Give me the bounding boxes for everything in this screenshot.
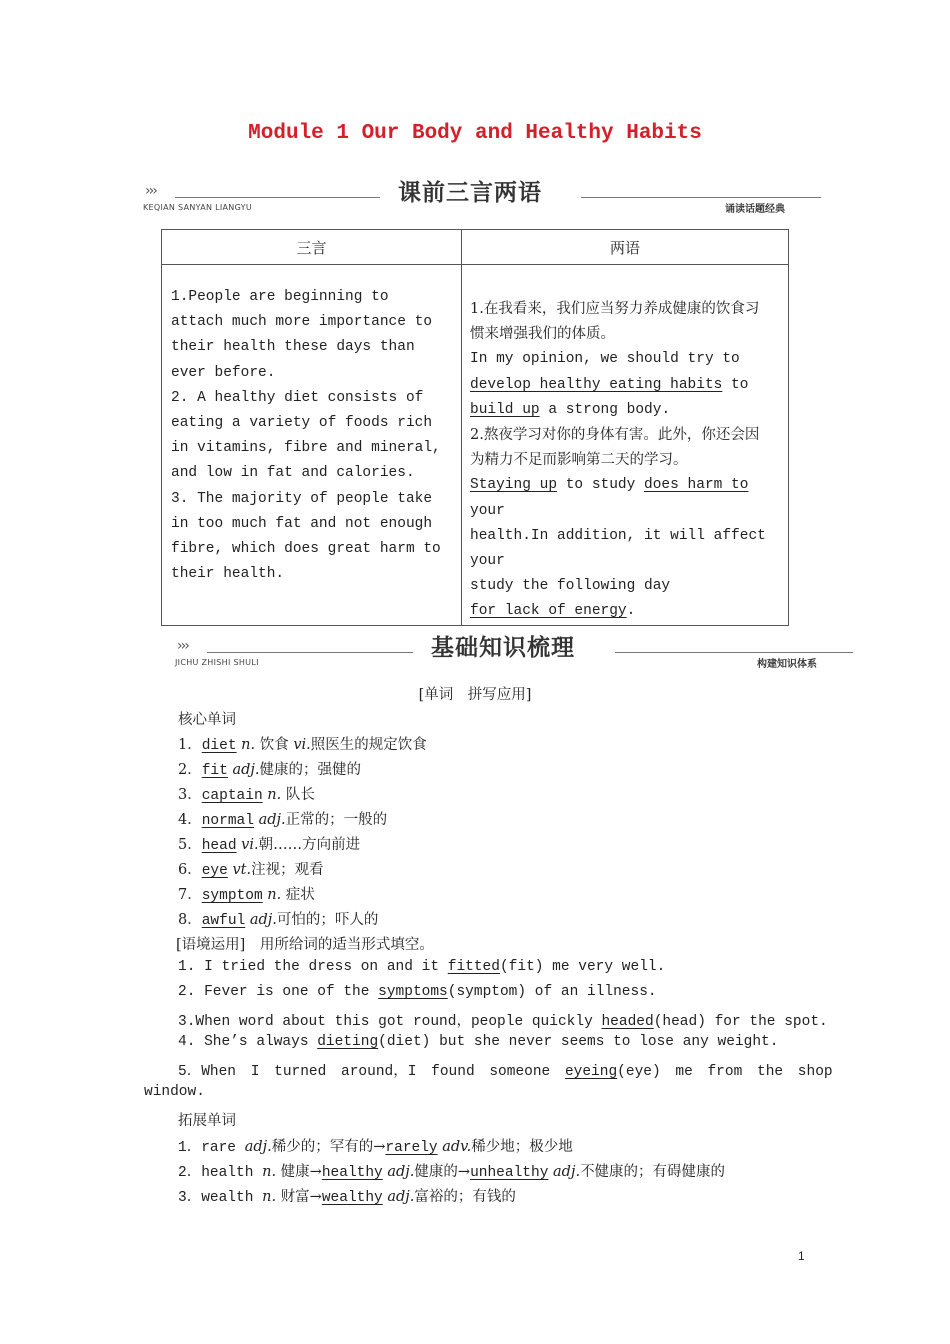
pos: adj. xyxy=(387,1164,415,1180)
banner-pinyin: KEQIAN SANYAN LIANGYU xyxy=(143,203,253,212)
pos: n. xyxy=(241,737,256,753)
list-item xyxy=(178,1009,828,1030)
answer-blank: healthy xyxy=(321,1165,383,1181)
list-item xyxy=(178,1160,725,1181)
pos: adj. xyxy=(258,812,286,828)
definition: 不健康的；有碍健康的 xyxy=(580,1164,726,1180)
answer-blank: head xyxy=(201,838,237,854)
list-item xyxy=(178,1185,516,1206)
subheading: 拓展单词 xyxy=(178,1113,236,1129)
list-item xyxy=(178,758,361,779)
pos: adj. xyxy=(387,1189,415,1205)
text-line: 2.熬夜学习对你的身体有害。此外，你还会因 xyxy=(470,427,760,444)
text-line: in vitamins, fibre and mineral, xyxy=(171,440,441,457)
text-line: 3. The majority of people take xyxy=(171,490,433,507)
answer-blank: for lack of energy xyxy=(470,603,627,620)
text-line: and low in fat and calories. xyxy=(171,465,415,482)
subheading: 核心单词 xyxy=(178,712,236,728)
answer-blank: rarely xyxy=(385,1140,438,1156)
pos: vi. xyxy=(241,837,259,853)
definition: 可怕的；吓人的 xyxy=(276,912,379,928)
answer-blank: symptom xyxy=(201,888,263,904)
item-number: 1． xyxy=(178,737,202,753)
expressions-table xyxy=(161,229,789,626)
list-item xyxy=(178,833,360,854)
divider xyxy=(175,197,380,198)
sentence: (head) for the spot. xyxy=(653,1014,828,1030)
sentence: (symptom) of an illness. xyxy=(447,984,657,1000)
text-line xyxy=(470,398,780,423)
text-line xyxy=(470,599,780,624)
definition: 健康的；强健的 xyxy=(259,762,361,778)
text-line: ever before. xyxy=(171,364,276,381)
pos: vt. xyxy=(232,862,252,878)
answer-blank: normal xyxy=(201,813,254,829)
text-line: attach much more importance to xyxy=(171,314,433,331)
table-header: 三言 xyxy=(162,230,462,265)
definition: 饮食 xyxy=(255,737,294,753)
table-cell-left xyxy=(162,265,462,626)
list-item xyxy=(178,1059,833,1080)
text-line: In my opinion, we should try to xyxy=(470,351,740,368)
word: 3．wealth xyxy=(178,1190,263,1206)
text-line: eating a variety of foods rich xyxy=(171,415,433,432)
item-number: 2． xyxy=(178,762,202,778)
answer-blank: awful xyxy=(201,913,246,929)
pos: adv. xyxy=(442,1139,472,1155)
definition: 稀少地；极少地 xyxy=(471,1139,573,1155)
sentence: 3.When word about this got round，people quickly xyxy=(178,1014,602,1030)
banner-pinyin: JICHU ZHISHI SHULI xyxy=(175,658,259,667)
definition: 健康的→ xyxy=(414,1164,471,1180)
text: to xyxy=(722,376,749,393)
text-line: 1.在我看来，我们应当努力养成健康的饮食习 xyxy=(470,301,760,317)
definition: 注视；观看 xyxy=(251,862,324,878)
answer-blank: build up xyxy=(470,401,540,418)
item-number: 5． xyxy=(178,837,202,853)
list-item xyxy=(178,984,657,1000)
answer-blank: develop healthy eating habits xyxy=(470,376,723,393)
section-title: [单词 拼写应用] xyxy=(418,687,532,703)
definition: 正常的；一般的 xyxy=(285,812,388,828)
answer-blank: diet xyxy=(201,738,237,754)
word: 1．rare xyxy=(178,1140,245,1156)
sentence: (diet) but she never seems to lose any weight. xyxy=(378,1034,779,1050)
banner-heading: 基础知识梳理 xyxy=(431,635,575,661)
answer-blank: wealthy xyxy=(321,1190,383,1206)
text-line: their health these days than xyxy=(171,339,415,356)
text-line: 为精力不足而影响第二天的学习。 xyxy=(470,452,688,469)
definition: 富裕的；有钱的 xyxy=(414,1189,516,1205)
answer-blank: does harm to xyxy=(644,477,749,494)
list-item xyxy=(178,908,378,929)
list-item xyxy=(178,883,315,904)
answer-blank: headed xyxy=(601,1014,654,1030)
pos: vi. xyxy=(293,737,311,753)
list-item xyxy=(178,808,387,829)
list-item xyxy=(178,783,315,804)
page-number: 1 xyxy=(798,1249,805,1263)
list-item xyxy=(178,858,324,879)
text: your xyxy=(470,502,505,519)
table-header: 两语 xyxy=(462,230,789,265)
text-line: their health. xyxy=(171,566,285,583)
sentence: 5．When I turned around，I found someone xyxy=(178,1064,565,1080)
text-line: window. xyxy=(144,1084,205,1100)
definition: 队长 xyxy=(281,787,315,803)
pos: n. xyxy=(262,1189,277,1205)
list-item xyxy=(178,1034,778,1050)
sentence: (eye) me from the shop xyxy=(617,1064,833,1080)
text-line: 1.People are beginning to xyxy=(171,289,389,305)
chevron-icon: ››› xyxy=(177,638,188,654)
pos: adj. xyxy=(553,1164,581,1180)
text-line: fibre, which does great harm to xyxy=(171,541,441,558)
text-line xyxy=(470,473,780,523)
item-number: 6． xyxy=(178,862,202,878)
list-item xyxy=(178,959,665,975)
answer-blank: Staying up xyxy=(470,477,558,494)
table-cell-right xyxy=(462,265,789,626)
item-number: 3． xyxy=(178,787,202,803)
definition: 财富→ xyxy=(276,1189,322,1205)
answer-blank: eyeing xyxy=(564,1064,618,1080)
answer-blank: eye xyxy=(201,863,228,879)
text-line: 2. A healthy diet consists of xyxy=(171,389,424,406)
definition: 健康→ xyxy=(276,1164,322,1180)
text: to study xyxy=(557,477,645,494)
answer-blank: symptoms xyxy=(378,984,448,1000)
answer-blank: dieting xyxy=(317,1034,379,1050)
page-title: Module 1 Our Body and Healthy Habits xyxy=(248,122,702,145)
text: a strong body. xyxy=(539,401,671,418)
text-line: health.In addition, it will affect your xyxy=(470,527,766,570)
banner-subtitle: 构建知识体系 xyxy=(757,659,817,670)
pos: adj. xyxy=(232,762,260,778)
answer-blank: captain xyxy=(201,788,263,804)
item-number: 4． xyxy=(178,812,202,828)
answer-blank: fitted xyxy=(447,959,500,975)
pos: n. xyxy=(267,887,282,903)
divider xyxy=(615,652,853,653)
text-line: 惯来增强我们的体质。 xyxy=(470,326,615,343)
pos: n. xyxy=(262,1164,277,1180)
sentence: 2. Fever is one of the xyxy=(178,984,379,1000)
definition: 朝……方向前进 xyxy=(258,837,361,853)
text-line: study the following day xyxy=(470,578,671,595)
item-number: 8． xyxy=(178,912,202,928)
section-banner-preview xyxy=(143,181,823,221)
chevron-icon: ››› xyxy=(145,183,156,199)
answer-blank: unhealthy xyxy=(470,1165,549,1181)
answer-blank: fit xyxy=(201,763,228,779)
divider xyxy=(581,197,821,198)
text-line: in too much fat and not enough xyxy=(171,515,433,532)
definition: 稀少的；罕有的→ xyxy=(271,1139,386,1155)
text-line xyxy=(470,373,780,398)
pos: n. xyxy=(267,787,282,803)
divider xyxy=(207,652,413,653)
sentence: 1. I tried the dress on and it xyxy=(178,959,448,975)
pos: adj. xyxy=(249,912,277,928)
banner-heading: 课前三言两语 xyxy=(398,180,542,206)
subheading: [语境运用] 用所给词的适当形式填空。 xyxy=(176,937,434,953)
sentence: 4. She’s always xyxy=(178,1034,318,1050)
item-number: 7． xyxy=(178,887,202,903)
list-item xyxy=(178,733,427,754)
list-item xyxy=(178,1135,573,1156)
text: . xyxy=(626,603,636,620)
section-banner-basics xyxy=(175,636,855,676)
sentence: (fit) me very well. xyxy=(499,959,666,975)
pos: adj. xyxy=(244,1139,272,1155)
banner-subtitle: 诵读话题经典 xyxy=(725,204,785,215)
word: 2．health xyxy=(178,1165,263,1181)
definition: 症状 xyxy=(281,887,315,903)
definition: 照医生的规定饮食 xyxy=(310,737,427,753)
